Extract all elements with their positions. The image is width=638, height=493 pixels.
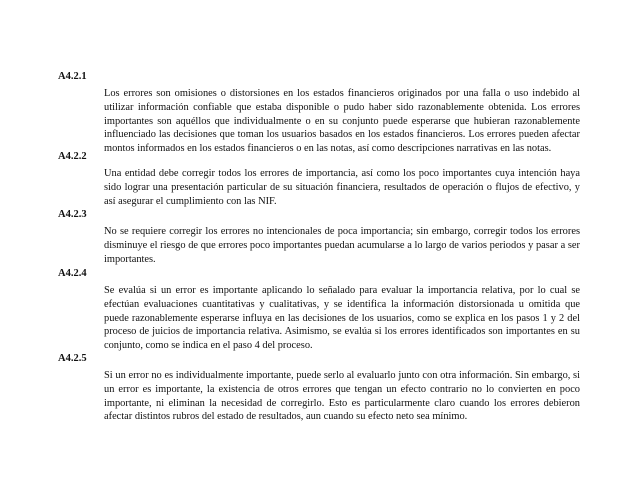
paragraph-text: No se requiere corregir los errores no intencionales de poca importancia; sin embargo, corregir todos los errores disminuye el riesgo de que errores poco importantes puedan acumularse a lo largo de varios periodos y pasar a ser importantes. <box>104 226 580 265</box>
paragraph-section <box>58 71 580 156</box>
paragraph-number: A4.2.5 <box>58 353 87 364</box>
paragraph-text: Si un error no es individualmente importante, puede serlo al evaluarlo junto con otra información. Sin embargo, si un error es importante, la existencia de otros errores que tengan un efecto contrario no lo convierten en poco importante, ni eliminan la necesidad de corregirlo. Esto es particularmente claro cuando los errores debieron afectar distintos rubros del estado de resultados, aun cuando su efecto neto sea mínimo. <box>104 370 580 423</box>
paragraph-text: Los errores son omisiones o distorsiones en los estados financieros originados por una falla o uso indebido al utilizar información confiable que estaba disponible o pudo haber sido razonablemente obtenida. Los errores importantes son aquéllos que individualmente o en su conjunto puede esperarse que hubieran razonablemente influenciado las decisiones que toman los usuarios basados en los estados financieros. Los errores pueden afectar montos informados en los estados financieros o en las notas, así como descripciones narrativas en las notas. <box>104 88 580 155</box>
paragraph-section <box>58 268 580 353</box>
paragraph-section <box>58 353 580 424</box>
paragraph-text: Se evalúa si un error es importante aplicando lo señalado para evaluar la importancia relativa, por lo cual se efectúan evaluaciones cuantitativas y cualitativas, y se identifica la información distorsionada u omitida que puede razonablemente esperarse influya en las decisiones de los usuarios, como se explica en los pasos 1 y 2 del proceso de juicios de importancia relativa. Asimismo, se evalúa si los errores identificados son importantes en su conjunto, como se indica en el paso 4 del proceso. <box>104 285 580 352</box>
paragraph-number: A4.2.1 <box>58 71 87 82</box>
paragraph-number: A4.2.4 <box>58 268 87 279</box>
paragraph-section <box>58 151 580 208</box>
paragraph-text: Una entidad debe corregir todos los errores de importancia, así como los poco importantes cuya intención haya sido lograr una presentación particular de su situación financiera, resultados de operación o flujos de efectivo, y así asegurar el cumplimiento con las NIF. <box>104 168 580 207</box>
paragraph-number: A4.2.2 <box>58 151 87 162</box>
paragraph-section <box>58 209 580 266</box>
paragraph-number: A4.2.3 <box>58 209 87 220</box>
